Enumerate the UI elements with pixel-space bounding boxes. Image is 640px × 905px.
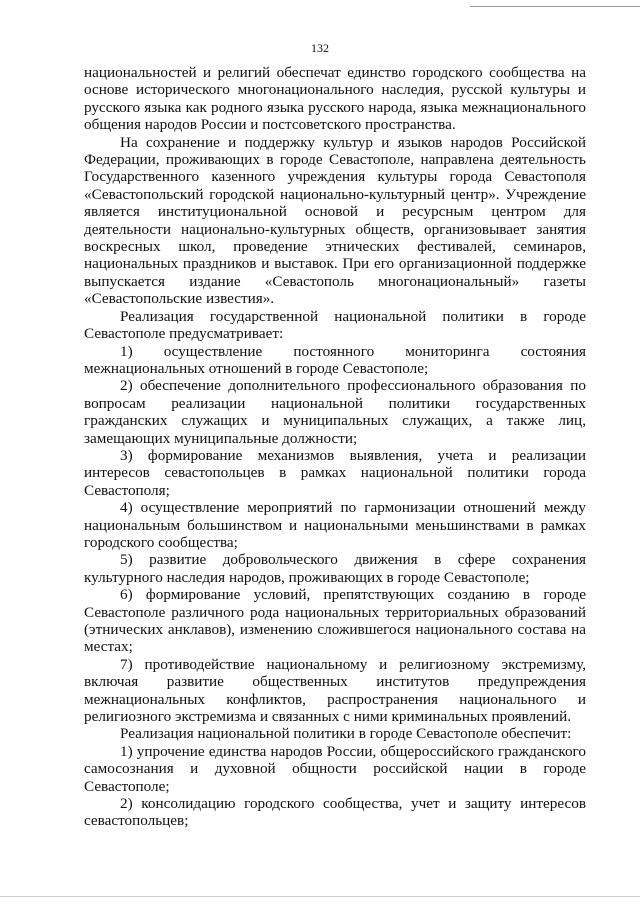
list-item-interests: 3) формирование механизмов выявления, учета и реализации интересов севастопольцев в рамках национальной политики города Севастополя; xyxy=(84,446,586,499)
list-item-monitoring: 1) осуществление постоянного мониторинга состояния межнациональных отношений в городе Севастополе; xyxy=(84,342,586,377)
list-item-harmonization: 4) осуществление мероприятий по гармонизации отношений между национальным большинством и национальными меньшинствами в рамках городского сообщества; xyxy=(84,499,586,551)
list-item-unity: 1) упрочение единства народов России, общероссийского гражданского самосознания и духовной общности российской нации в городе Севастополе; xyxy=(84,742,586,795)
scan-edge-line xyxy=(470,6,640,7)
list-item-enclaves: 6) формирование условий, препятствующих созданию в городе Севастополе различного рода национальных территориальных образований (этнических анклавов), изменению сложившегося национального состава на местах; xyxy=(84,586,586,656)
paragraph-policy-intro: Реализация государственной национальной политики в городе Севастополе предусматривает: xyxy=(84,307,586,343)
list-item-education: 2) обеспечение дополнительного профессионального образования по вопросам реализации национальной политики государственных гражданских служащих и муниципальных служащих, а также лиц, замещающих муниципальные должности; xyxy=(84,377,586,447)
list-item-volunteering: 5) развитие добровольческого движения в сфере сохранения культурного наследия народов, проживающих в городе Севастополе; xyxy=(84,551,586,586)
document-body xyxy=(84,64,586,830)
paragraph-continuation: национальностей и религий обеспечат единство городского сообщества на основе исторического многонационального наследия, русской культуры и русского языка как родного языка русского народа, языка межнационального общения народов России и постсоветского пространства. xyxy=(84,64,586,134)
list-item-extremism: 7) противодействие национальному и религиозному экстремизму, включая развитие общественных институтов предупреждения межнациональных конфликтов, распространения национального и религиозного экстремизма и связанных с ними криминальных проявлений. xyxy=(84,655,586,726)
page-number: 132 xyxy=(311,41,329,55)
scan-bottom-edge xyxy=(0,896,640,897)
paragraph-cultural-center: На сохранение и поддержку культур и языков народов Российской Федерации, проживающих в городе Севастополе, направлена деятельность Государственного казенного учреждения культуры города Севастополя «Севастопольский городской национально-культурный центр». Учреждение является институциональной основой и ресурсным центром для деятельности национально-культурных обществ, организовывает занятия воскресных школ, проведение этнических фестивалей, семинаров, национальных праздников и выставок. При его организационной поддержке выпускается издание «Севастополь многонациональный» газеты «Севастопольские известия». xyxy=(84,133,586,308)
paragraph-outcomes-intro: Реализация национальной политики в городе Севастополе обеспечит: xyxy=(120,725,572,743)
list-item-consolidation: 2) консолидацию городского сообщества, учет и защиту интересов севастопольцев; xyxy=(84,795,586,830)
